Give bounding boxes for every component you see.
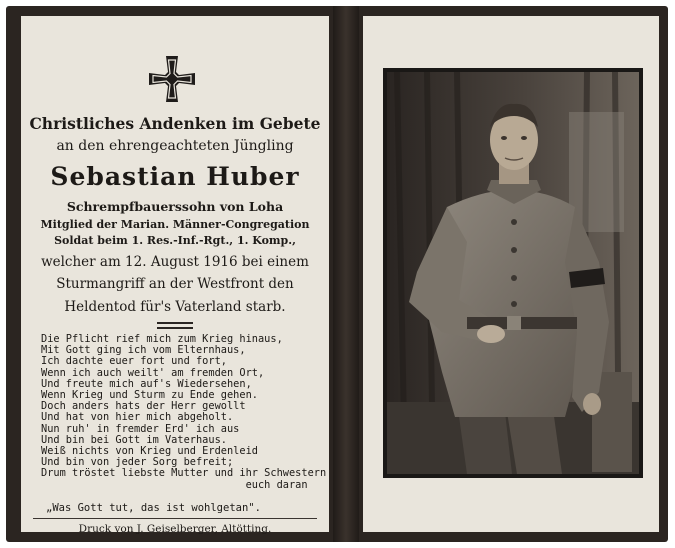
card-fold-spine: [333, 6, 359, 542]
poem-line: Wenn ich auch weilt' am fremden Ort,: [41, 366, 265, 379]
death-line: Heldentod für's Vaterland starb.: [64, 299, 286, 315]
footer-rule: [33, 518, 317, 519]
closing-quote: „Was Gott tut, das ist wohlgetan".: [46, 502, 261, 514]
poem-line: Ich dachte euer fort und fort,: [41, 355, 227, 368]
divider: [157, 327, 193, 329]
intro-line: an den ehrengeachteten Jüngling: [56, 138, 294, 154]
poem-line: Nun ruh' in fremder Erd' ich aus: [41, 422, 240, 435]
poem-line: Mit Gott ging ich vom Elternhaus,: [41, 344, 246, 357]
poem-line: Weiß nichts von Krieg und Erdenleid: [41, 445, 258, 458]
poem: [41, 334, 326, 491]
death-line: Sturmangriff an der Westfront den: [56, 276, 294, 292]
deceased-name: Sebastian Huber: [50, 162, 300, 191]
text-panel: [21, 16, 329, 535]
divider: [157, 322, 193, 324]
poem-line: Und bin von jeder Sorg befreit;: [41, 456, 234, 469]
poem-line: Doch anders hats der Herr gewollt: [41, 400, 246, 413]
membership-line: Mitglied der Marian. Männer-Congregation: [40, 218, 310, 231]
death-line: welcher am 12. August 1916 bei einem: [41, 254, 309, 270]
poem-line: Und hat von hier mich abgeholt.: [41, 411, 234, 424]
poem-line: Und freute mich auf's Wiedersehen,: [41, 377, 252, 390]
origin-line: Schrempfbauerssohn von Loha: [66, 199, 284, 214]
printer-credit: Druck von J. Geiselberger, Altötting.: [78, 523, 272, 535]
heading: Christliches Andenken im Gebete: [29, 114, 321, 133]
photo-frame: [383, 68, 643, 478]
poem-line: Drum tröstet liebste Mutter und ihr Schwestern: [41, 467, 327, 480]
poem-line: Die Pflicht rief mich zum Krieg hinaus,: [41, 333, 283, 345]
poem-line: euch daran: [41, 478, 308, 491]
iron-cross-icon: [145, 52, 199, 106]
photo-panel: [363, 16, 659, 532]
memorial-card: [6, 6, 668, 542]
unit-line: Soldat beim 1. Res.-Inf.-Rgt., 1. Komp.,: [54, 234, 296, 247]
poem-line: Und bin bei Gott im Vaterhaus.: [41, 433, 227, 446]
poem-line: Wenn Krieg und Sturm zu Ende gehen.: [41, 389, 258, 402]
soldier-portrait-photo: [387, 72, 639, 474]
